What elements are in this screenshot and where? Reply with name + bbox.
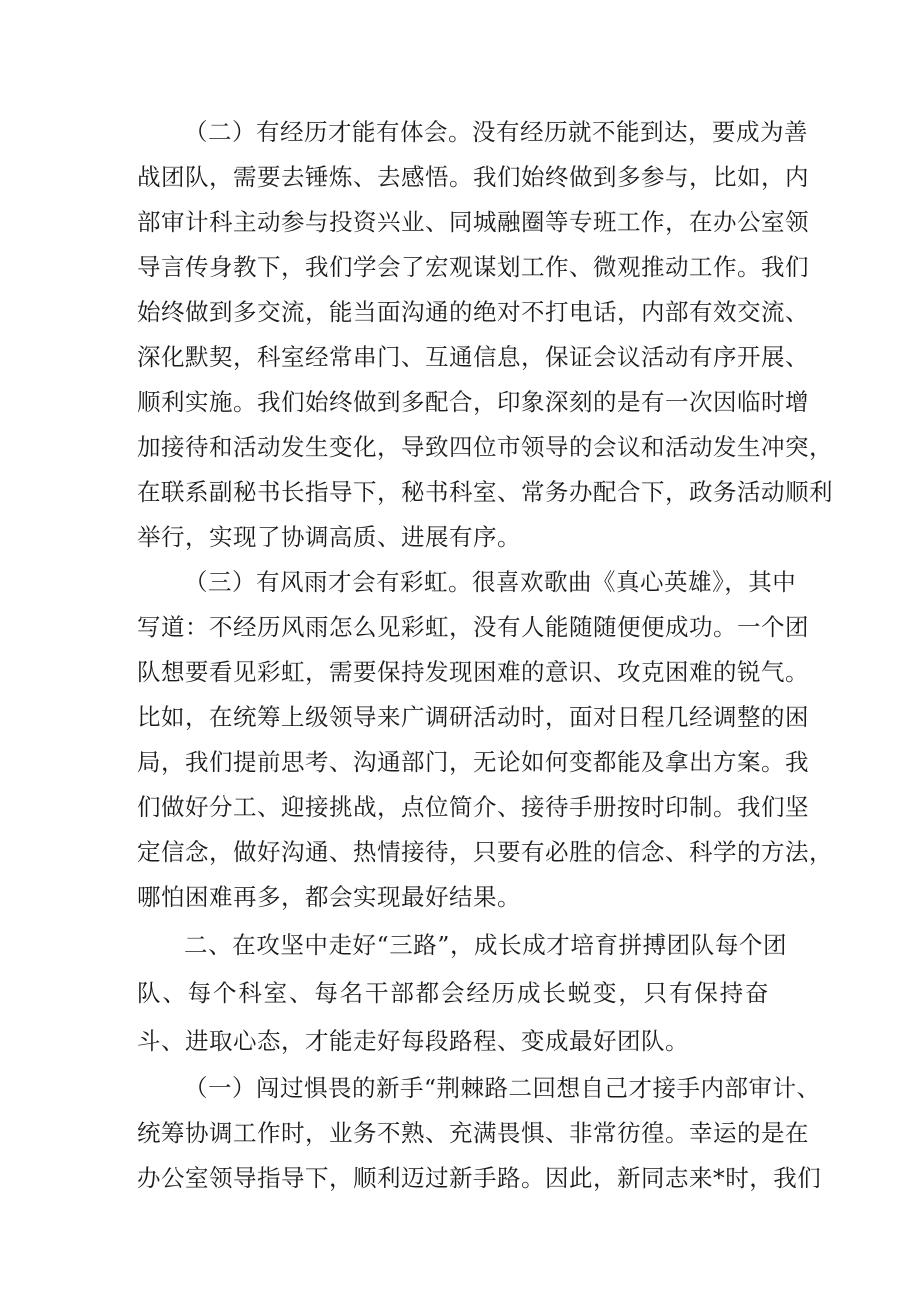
paragraph-2-line-4: 比如，在统筹上级领导来广调研活动时，面对日程几经调整的困 — [137, 703, 809, 731]
paragraph-2-line-6: 们做好分工、迎接挑战，点位简介、接待手册按时印制。我们坚 — [137, 793, 809, 821]
paragraph-1-line-2: 战团队，需要去锤炼、去感悟。我们始终做到多参与，比如，内 — [137, 163, 809, 191]
paragraph-2-line-1: （三）有风雨才会有彩虹。很喜欢歌曲《真心英雄》，其中 — [184, 568, 797, 596]
paragraph-1-line-3: 部审计科主动参与投资兴业、同城融圈等专班工作，在办公室领 — [137, 208, 809, 236]
paragraph-3-line-1: 二、在攻坚中走好“三路”，成长成才培育拼搏团队每个团 — [184, 931, 787, 959]
paragraph-3-line-3: 斗、进取心态，才能走好每段路程、变成最好团队。 — [137, 1027, 689, 1055]
paragraph-4-line-1: （一）闯过惧畏的新手“荆棘路二回想自己才接手内部审计、 — [184, 1074, 821, 1102]
paragraph-1-line-5: 始终做到多交流，能当面沟通的绝对不打电话，内部有效交流、 — [137, 298, 809, 326]
paragraph-2-line-3: 队想要看见彩虹，需要保持发现困难的意识、攻克困难的锐气。 — [137, 658, 809, 686]
paragraph-1-line-6: 深化默契，科室经常串门、互通信息，保证会议活动有序开展、 — [137, 343, 809, 371]
paragraph-1-line-7: 顺利实施。我们始终做到多配合，印象深刻的是有一次因临时增 — [137, 388, 809, 416]
paragraph-3-line-2: 队、每个科室、每名干部都会经历成长蜕变，只有保持奋 — [137, 979, 769, 1007]
paragraph-1-line-4: 导言传身教下，我们学会了宏观谋划工作、微观推动工作。我们 — [137, 253, 809, 281]
paragraph-1-line-10: 举行，实现了协调高质、进展有序。 — [137, 523, 521, 551]
paragraph-2-line-5: 局，我们提前思考、沟通部门，无论如何变都能及拿出方案。我 — [137, 748, 809, 776]
paragraph-1-line-9: 在联系副秘书长指导下，秘书科室、常务办配合下，政务活动顺利 — [137, 478, 833, 506]
paragraph-2-line-8: 哪怕困难再多，都会实现最好结果。 — [137, 883, 521, 911]
paragraph-1-line-8: 加接待和活动发生变化，导致四位市领导的会议和活动发生冲突， — [137, 433, 833, 461]
paragraph-4-line-2: 统筹协调工作时，业务不熟、充满畏惧、非常彷徨。幸运的是在 — [137, 1119, 809, 1147]
paragraph-2-line-2: 写道：不经历风雨怎么见彩虹，没有人能随随便便成功。一个团 — [137, 613, 809, 641]
paragraph-2-line-7: 定信念，做好沟通、热情接待，只要有必胜的信念、科学的方法， — [137, 838, 833, 866]
paragraph-4-line-3: 办公室领导指导下，顺利迈过新手路。因此，新同志来*时，我们 — [137, 1164, 822, 1192]
paragraph-1-line-1: （二）有经历才能有体会。没有经历就不能到达，要成为善 — [184, 118, 808, 146]
